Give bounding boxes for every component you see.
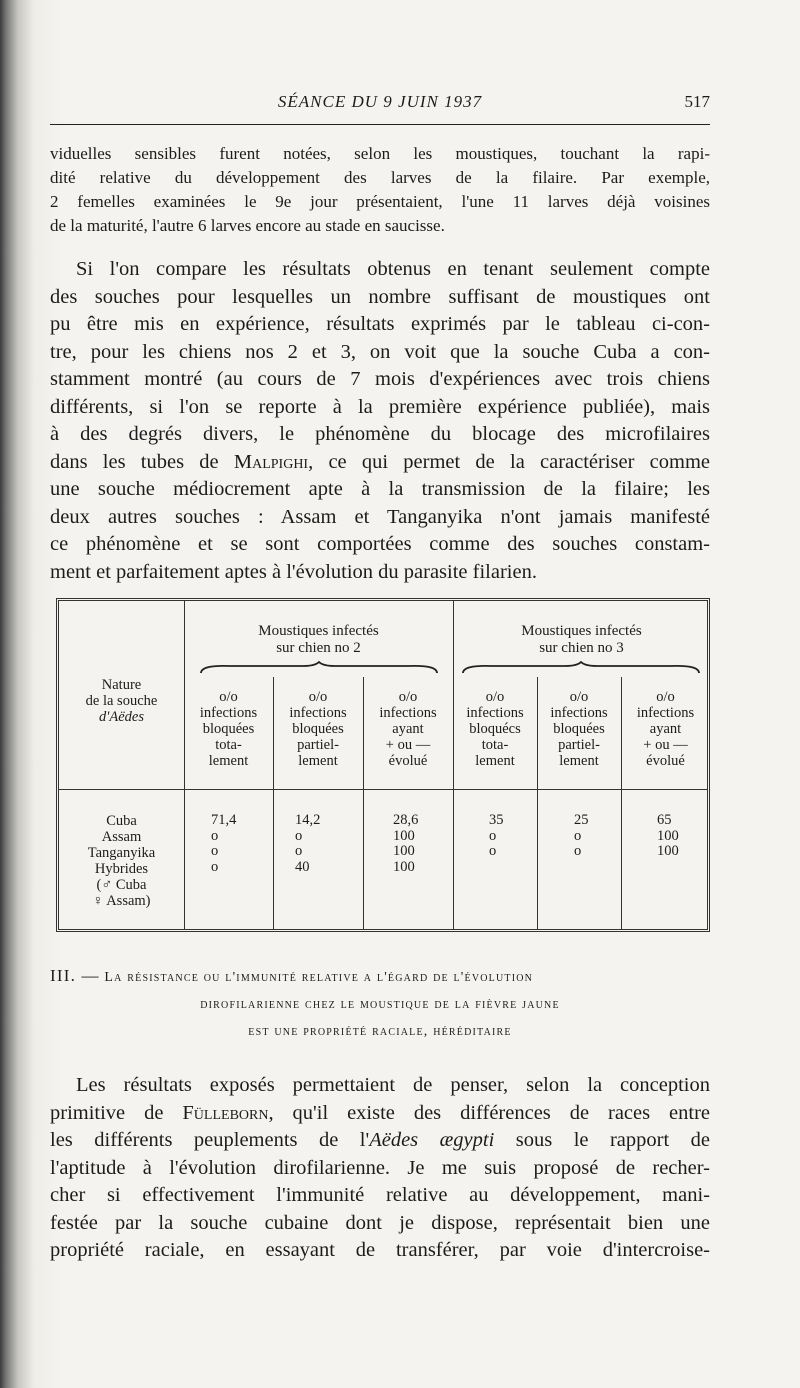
column-header: o/o infections bloquées partiel- lement: [289, 689, 347, 769]
species-name: Aëdes ægypti: [369, 1129, 495, 1151]
table-cell: 35: [489, 812, 504, 828]
data-column: [489, 813, 504, 860]
text-line: 2 femelles examinées le 9e jour présentaient, l'une 11 larves déjà voisines: [50, 192, 710, 211]
text-line: [50, 449, 710, 477]
brace-dog-3: [461, 661, 701, 675]
data-column: [295, 813, 320, 875]
table-header-rule: [59, 789, 707, 790]
text-line: primitive de Fülleborn, qu'il existe des différences de races entre: [50, 1101, 711, 1124]
strain-cuba: Cuba: [106, 813, 137, 829]
page-number: 517: [684, 92, 710, 111]
section-heading-line: III. — La résistance ou l'immunité relative a l'égard de l'évolution: [50, 966, 534, 985]
table-cell: 100: [393, 858, 415, 875]
column-header: o/o infections ayant + ou — évolué: [379, 689, 437, 769]
section-heading: [50, 962, 710, 1045]
text-fragment: , ce qui permet de la caractériser comme: [308, 450, 711, 473]
table-cell: 65: [657, 812, 672, 828]
text-line: propriété raciale, en essayant de transférer, par voie d'intercroise-: [50, 1239, 710, 1261]
text-line: des souches pour lesquelles un nombre suffisant de moustiques ont: [50, 285, 710, 308]
text-line: Si l'on compare les résultats obtenus en tenant seulement compte: [76, 258, 710, 280]
author-name-malpighi: Malpighi: [233, 450, 309, 473]
table-cell: 71,4: [211, 812, 237, 828]
strain-column-header: Nature de la souche d'Aëdes: [85, 677, 158, 725]
data-column: [657, 813, 679, 860]
column-header: o/o infections bloquées partiel- lement: [550, 689, 608, 769]
text-line: une souche médiocrement apte à la transmission de la filaire; les: [50, 478, 710, 500]
author-name-fulleborn: Fülleborn: [182, 1101, 269, 1124]
data-column: [211, 813, 236, 875]
table-cell: o: [211, 858, 219, 875]
table-cell: o: [489, 843, 497, 859]
table-cell: o: [574, 843, 582, 859]
section-heading-line: est une propriété raciale, héréditaire: [248, 1024, 512, 1039]
group-header-dog-3: Moustiques infectés sur chien no 3: [521, 623, 642, 656]
text-line: les différents peuplements de l'Aëdes ægypti sous le rapport de: [50, 1129, 710, 1151]
strain-assam: Assam: [101, 829, 142, 845]
table-cell: o: [295, 827, 303, 844]
text-line: viduelles sensibles furent notées, selon les moustiques, touchant la rapi-: [50, 144, 710, 163]
header-rule: [50, 124, 710, 125]
brace-dog-2: [199, 661, 439, 675]
table-cell: o: [211, 843, 219, 859]
paragraph-3: [50, 1072, 710, 1265]
text-line: pu être mis en expérience, résultats exprimés par le tableau ci-con-: [50, 313, 710, 335]
table-cell: 100: [393, 827, 415, 844]
text-line: cher si effectivement l'immunité relative au développement, mani-: [50, 1184, 710, 1206]
text-line: différents, si l'on se reporte à la première expérience publiée), mais: [50, 395, 710, 418]
running-title: SÉANCE DU 9 JUIN 1937: [277, 92, 483, 111]
results-table: [56, 598, 710, 932]
section-number: III. —: [50, 966, 100, 985]
section-heading-line: dirofilarienne chez le moustique de la fièvre jaune: [200, 997, 560, 1012]
table-cell: 100: [393, 843, 415, 859]
column-header: o/o infections bloquées tota- lement: [199, 689, 258, 769]
paragraph-1: [50, 142, 710, 238]
table-cell: 100: [657, 827, 679, 844]
group-header-dog-2: Moustiques infectés sur chien no 2: [258, 623, 379, 656]
text-line: festée par la souche cubaine dont je dispose, représentait bien une: [50, 1211, 710, 1234]
column-header: o/o infections bloquécs tota- lement: [466, 689, 524, 769]
text-line: dité relative du développement des larves de la filaire. Par exemple,: [50, 168, 710, 187]
table-cell: 100: [657, 843, 679, 859]
text-line: Les résultats exposés permettaient de penser, selon la conception: [76, 1074, 710, 1096]
text-line: l'aptitude à l'évolution dirofilarienne. Je me suis proposé de recher-: [50, 1156, 710, 1179]
text-line: stamment montré (au cours de 7 mois d'expériences avec trois chiens: [50, 368, 710, 390]
strain-hybrides-male: (♂ Cuba: [96, 877, 147, 893]
data-column: [393, 813, 418, 875]
text-fragment: dans les tubes de: [50, 450, 219, 473]
table-cell: o: [295, 843, 303, 859]
table-cell: 28,6: [393, 812, 419, 828]
table-cell: o: [574, 827, 582, 844]
strain-hybrides: Hybrides: [94, 861, 149, 877]
paragraph-2: [50, 256, 710, 586]
data-column: [574, 813, 589, 860]
text-line: à des degrés divers, le phénomène du blocage des microfilaires: [50, 423, 710, 445]
text-line: ment et parfaitement aptes à l'évolution du parasite filarien.: [50, 560, 537, 583]
column-header: o/o infections ayant + ou — évolué: [636, 689, 695, 769]
table-cell: 25: [574, 812, 589, 828]
text-line: ce phénomène et se sont comportées comme des souches constam-: [50, 533, 710, 555]
text-line: de la maturité, l'autre 6 larves encore au stade en saucisse.: [50, 216, 445, 235]
strain-hybrides-female: ♀ Assam): [92, 893, 151, 909]
table-cell: o: [211, 827, 219, 844]
table-cell: o: [489, 827, 497, 844]
text-line: deux autres souches : Assam et Tanganyika n'ont jamais manifesté: [50, 505, 710, 528]
text-line: tre, pour les chiens nos 2 et 3, on voit que la souche Cuba a con-: [50, 340, 710, 363]
strain-names: [59, 813, 184, 909]
table-cell: 14,2: [295, 812, 321, 828]
strain-tanganyika: Tanganyika: [87, 845, 156, 861]
page-header: [50, 92, 710, 118]
table-cell: 40: [295, 858, 310, 875]
